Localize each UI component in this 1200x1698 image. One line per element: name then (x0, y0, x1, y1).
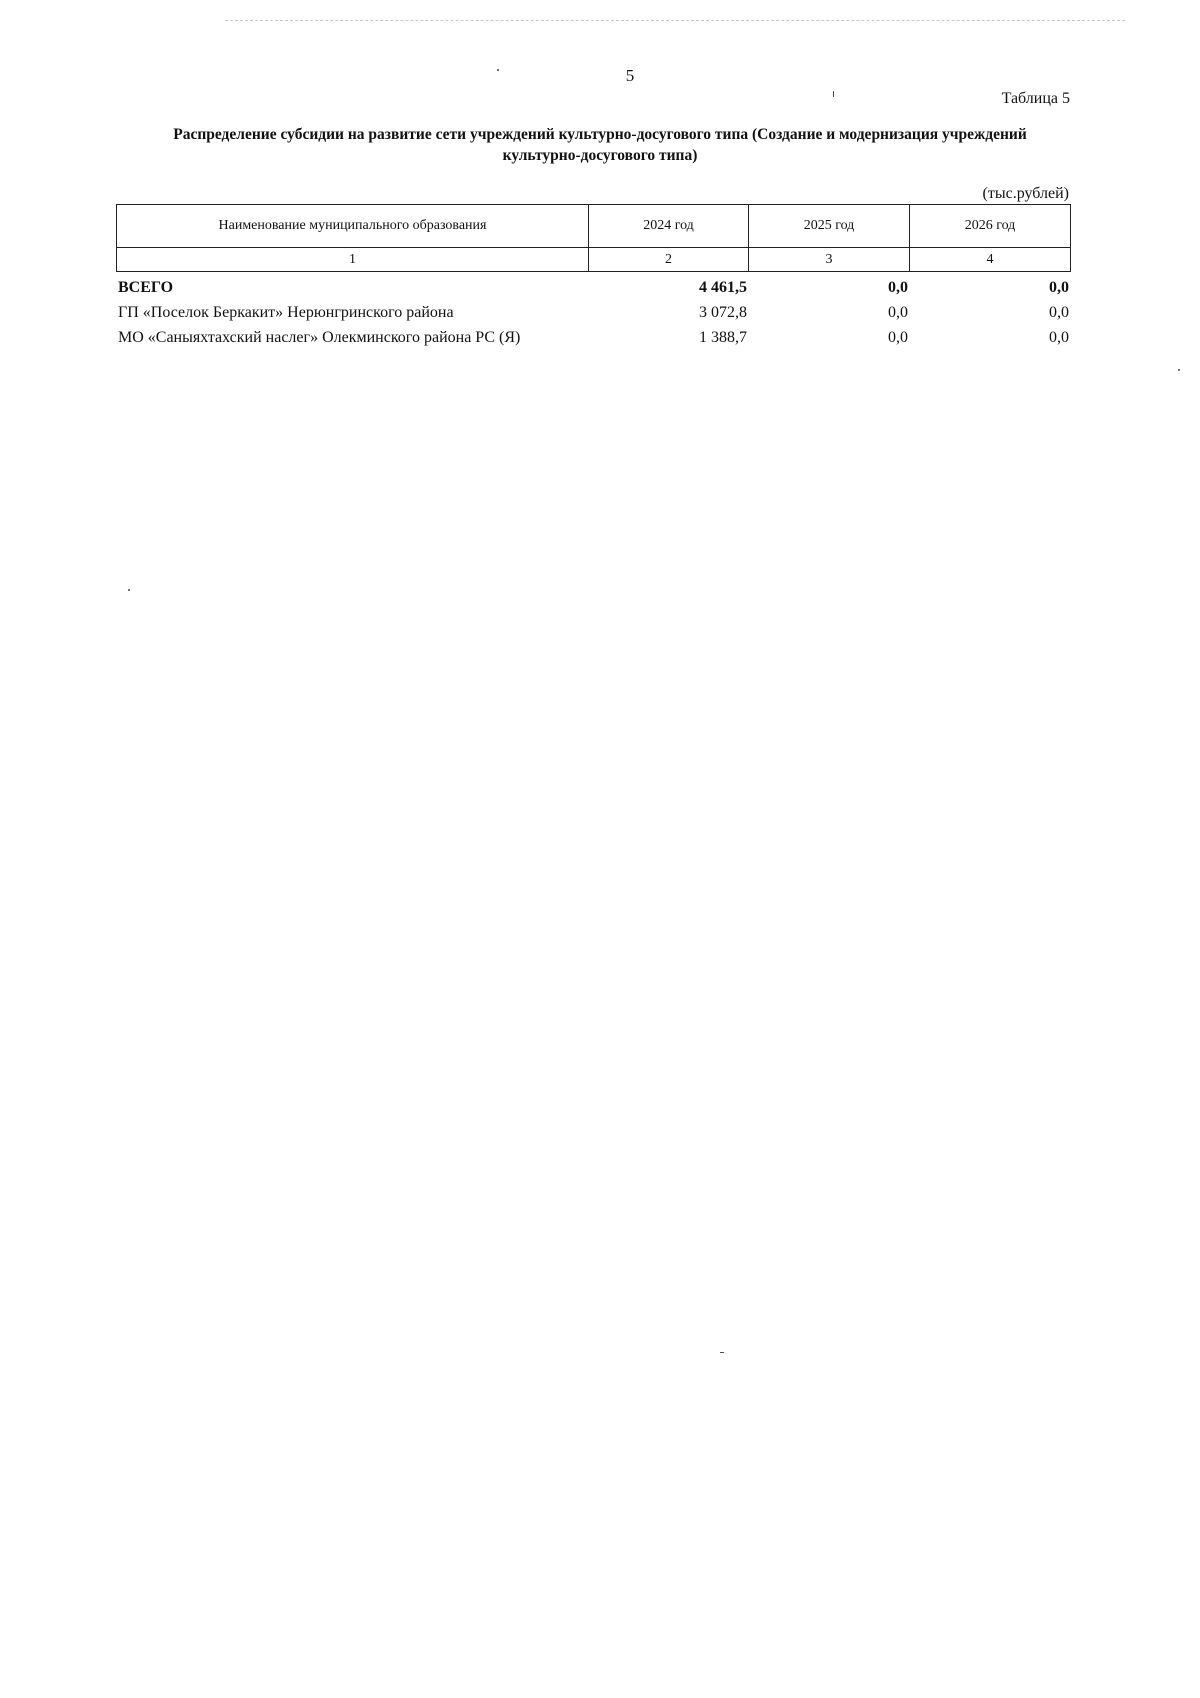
value-2024: 4 461,5 (699, 278, 747, 296)
table-header (116, 204, 1071, 272)
column-number: 2 (589, 248, 749, 272)
row-name: ВСЕГО (118, 278, 174, 296)
value-2025: 0,0 (888, 278, 908, 296)
scan-speck (1178, 369, 1180, 371)
row-name: ГП «Поселок Беркакит» Нерюнгринского района (118, 303, 454, 321)
document-title: Распределение субсидии на развитие сети учреждений культурно-досугового типа (Создание и модернизация учреждений культурно-досугового типа) (173, 126, 1027, 164)
column-number: 1 (117, 248, 589, 272)
value-2025: 0,0 (888, 303, 908, 321)
table-body (116, 275, 1070, 350)
value-2026: 0,0 (1049, 303, 1069, 321)
column-number: 4 (910, 248, 1071, 272)
value-2026: 0,0 (1049, 278, 1069, 296)
header-municipality: Наименование муниципального образования (117, 205, 589, 248)
scan-artifact-line (225, 20, 1125, 21)
row-name: МО «Саныяхтахский наслег» Олекминского района РС (Я) (118, 328, 521, 346)
header-2024: 2024 год (589, 205, 749, 248)
value-2026: 0,0 (1049, 328, 1069, 346)
page-number: 5 (625, 66, 635, 85)
table-row-total (116, 275, 1070, 300)
column-number-row (117, 248, 1071, 272)
scan-speck (720, 1352, 724, 1353)
units-label: (тыс.рублей) (982, 185, 1069, 202)
table-row (116, 325, 1070, 350)
column-number: 3 (749, 248, 910, 272)
value-2024: 1 388,7 (699, 328, 747, 346)
table-label: Таблица 5 (1001, 90, 1070, 107)
header-2026: 2026 год (910, 205, 1071, 248)
value-2024: 3 072,8 (699, 303, 747, 321)
table-row (116, 300, 1070, 325)
header-2025: 2025 год (749, 205, 910, 248)
value-2025: 0,0 (888, 328, 908, 346)
scan-speck (833, 91, 834, 97)
header-row (117, 205, 1071, 248)
scan-speck (128, 589, 130, 591)
